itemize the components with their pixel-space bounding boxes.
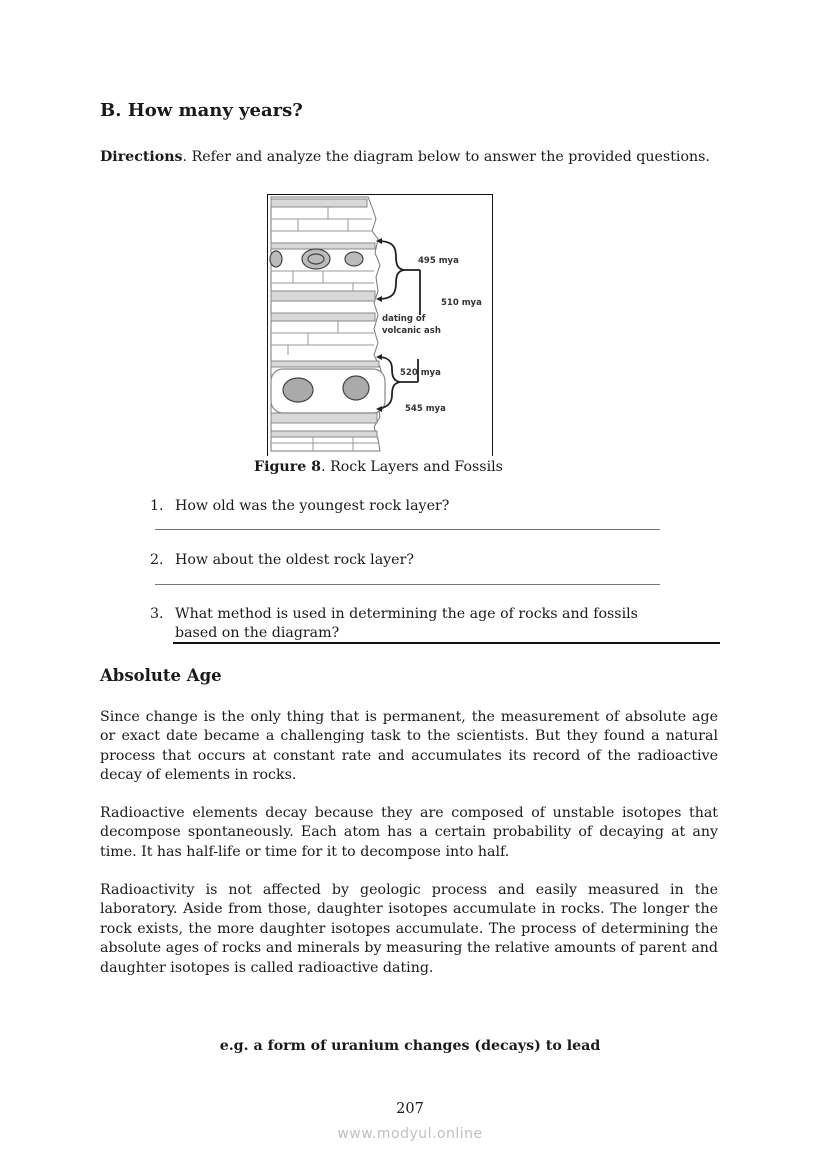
shell-fossil-3 [345,252,363,266]
trilobite-fossil-1 [283,378,313,402]
upper-bracket [378,241,404,299]
shell-fossil-1 [270,251,282,267]
question-text-line1: What method is used in determining the age of rocks and fossils [175,606,638,622]
shell-fossil-2 [302,249,330,269]
rock-layers-figure [267,194,493,456]
label-520-mya: 520 mya [400,368,441,378]
directions [100,149,710,165]
watermark: www.modyul.online [337,1126,483,1142]
figure-caption [0,459,757,475]
question-3 [150,605,638,643]
paragraph-2: Radioactive elements decay because they are composed of unstable isotopes that decompose spontaneously. Each atom has a certain probability of decaying at any time. It has half-life or time for it to decompose into half. [100,805,718,860]
paragraph-3: Radioactivity is not affected by geologic process and easily measured in the laboratory. Aside from those, daughter isotopes accumulate in rocks. The longer the rock exists, the more daughter isotopes accumulate. The process of determining the absolute ages of rocks and minerals by measuring the relative amounts of parent and daughter isotopes is called radioactive dating. [100,882,718,976]
paragraph-1: Since change is the only thing that is permanent, the measurement of absolute age or exact date became a challenging task to the scientists. But they found a natural process that occurs at constant rate and accumulates its record of the radioactive decay of elements in rocks. [100,709,718,784]
rock-layers-diagram [268,195,494,457]
question-text: How about the oldest rock layer? [175,552,414,568]
label-545-mya: 545 mya [405,404,446,414]
trilobite-fossil-2 [343,376,369,400]
directions-label: Directions [100,149,183,165]
answer-line-2[interactable] [155,584,660,585]
question-number: 1. [150,498,164,514]
page-number: 207 [396,1101,424,1117]
rock-layer-6 [271,413,377,423]
rock-layer-4 [271,313,375,321]
question-2 [150,551,414,570]
label-495-mya: 495 mya [418,256,459,266]
rock-layer-5 [271,361,379,367]
question-1 [150,497,449,516]
answer-line-1[interactable] [155,529,660,530]
answer-line-3[interactable] [173,642,720,644]
question-text-line2: based on the diagram? [175,625,340,641]
rock-layer-3 [271,291,375,301]
section-heading: B. How many years? [100,100,303,121]
absolute-age-heading: Absolute Age [100,666,222,685]
label-dating-line1: dating of [382,314,426,324]
rock-layer-7 [271,431,377,437]
arrow-head-icon [376,354,382,360]
directions-text: . Refer and analyze the diagram below to answer the provided questions. [182,149,710,165]
trilobite-fossils [271,369,385,413]
question-number: 3. [150,606,164,622]
figure-caption-text: . Rock Layers and Fossils [321,459,503,475]
question-text: How old was the youngest rock layer? [175,498,450,514]
rock-layer-2 [271,243,375,249]
arrow-head-icon [376,296,382,302]
question-number: 2. [150,552,164,568]
figure-caption-label: Figure 8 [254,459,322,475]
label-510-mya: 510 mya [441,298,482,308]
rock-layer-1 [271,199,367,207]
uranium-example: e.g. a form of uranium changes (decays) to lead [219,1038,601,1054]
label-dating-line2: volcanic ash [382,326,441,336]
